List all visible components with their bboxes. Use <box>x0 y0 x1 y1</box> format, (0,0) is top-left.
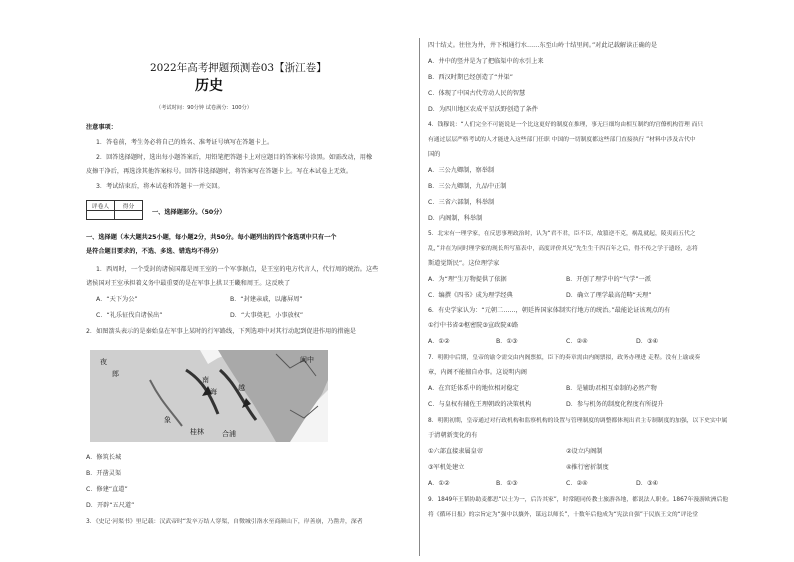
q8-stem-line: 8．明朝初期，皇帝通过对行政机构和监察机构的设置与管理制度的调整都体现出君主专制制度的加强，以下史实中属 <box>428 418 728 424</box>
q3-stem-cont: 四十结丈。往往为井，井下相通行水……东至山岭十结里间。”对此记载解读正确的是 <box>428 42 658 49</box>
q5-option-d[interactable]: D．确立了理学最高范畴“天理” <box>566 292 652 299</box>
q8-item: ④推行密折制度 <box>566 464 609 471</box>
q6-option-b[interactable]: B．①③ <box>496 338 518 345</box>
q2-option-a[interactable]: A．修筑长城 <box>86 454 122 461</box>
q7-option-d[interactable]: D．参与机务的制度化程度有所提升 <box>566 401 664 408</box>
q6-stem: 6．有史学家认为：“元朝二……，朝廷皆国家体制实行地方的统治。”最能论证该观点的有 <box>428 307 671 314</box>
q9-stem-line: 将《循环日报》的宗旨定为“强中以攘外，谋远以师长”，十数年后他成为“宪法自强”于民族王文的“评论堂 <box>428 512 699 518</box>
q5-option-b[interactable]: B．开创了理学中的“气学”一派 <box>566 276 651 283</box>
section-intro-line: 是符合题目要求的，不选、多选、错选均不得分） <box>86 248 223 255</box>
q4-stem-line: 4．钱穆说：“人们完全不可能说是一个比这更好的制度在推理，事无巨细均由相互制约的官僚机构管理 而只 <box>428 122 704 128</box>
q6-option-a[interactable]: A．①② <box>428 338 450 345</box>
q7-option-c[interactable]: C．与皇权有辅佐王理朝政的决策机构 <box>428 401 532 408</box>
q5-stem-line: 斯道觉斯民”。这位理学家 <box>428 260 500 267</box>
q8-option-d[interactable]: D．③④ <box>636 480 659 487</box>
map-label: 海 <box>210 388 217 396</box>
notice-line: 皮擦干净后，再选涂其他答案标号。回答非选择题时，将答案写在答题卡上。写在本试卷上无效。 <box>86 168 353 175</box>
q7-option-a[interactable]: A．在宫廷体系中的地位相对稳定 <box>428 385 519 392</box>
q3-stem-start: 3．《史记·河渠书》里记载：汉武帝时“发卒万结人穿渠，自徵城引洛水至商颜山下，岸善崩，乃凿井，深者 <box>86 519 363 525</box>
q3-option-b[interactable]: B．西汉时期已经创造了“井渠” <box>428 74 513 81</box>
section-intro-line: 一、选择题（本大题共25小题，每小题2分，共50分。每小题列出的四个备选项中只有一个 <box>86 234 337 241</box>
notice-line: 3．考试结束后，将本试卷和答题卡一并交回。 <box>96 183 224 190</box>
q8-option-c[interactable]: C．②④ <box>566 480 588 487</box>
q3-option-a[interactable]: A．井中的竖井是为了把临渠中的水引上来 <box>428 58 544 65</box>
map-label: 越 <box>238 384 245 392</box>
q6-option-c[interactable]: C．②④ <box>566 338 588 345</box>
notice-line: 2．回答选择题时，选出每小题答案后，用铅笔把答题卡上对应题目的答案标号涂黑。如需改动，用橡 <box>96 154 373 161</box>
q6-items: ①行中书省②枢密院③宣政院④路 <box>428 322 519 329</box>
exam-info: （考试时间：90分钟 试卷满分：100分） <box>156 105 252 111</box>
q4-stem-line: 国的 <box>428 151 441 158</box>
map-label: 闽中 <box>300 356 314 364</box>
q1-option-c[interactable]: C．“礼乐征伐自诸侯出” <box>96 312 163 319</box>
q4-stem-line: 有通过层层严格考试的人才能进入这些部门任职 中国的一切制度都这些部门直接执行 ”材料中涉及古代中 <box>428 137 696 143</box>
q4-option-b[interactable]: B．三公九卿制，九品中正制 <box>428 183 507 190</box>
q1-option-a[interactable]: A．“天下为公” <box>96 296 138 303</box>
q9-stem-line: 9．1849年王韬协助麦都思“以士为一，后告其家”，时常随同传教士旅游各地，都说法人职业。1867年漫游欧洲后他 <box>428 497 729 503</box>
q7-stem-line: 章，内阁不能擅自办事。这说明内阁 <box>428 369 527 376</box>
map-label: 南 <box>202 376 209 384</box>
score-table-score: 得分 <box>115 201 143 211</box>
q1-option-d[interactable]: D．“大事奠祀，小事放权” <box>230 312 304 319</box>
part-one-heading: 一、选择题部分。（50分） <box>152 209 226 216</box>
q2-option-c[interactable]: C．修建“直道” <box>86 486 128 493</box>
map-label: 合浦 <box>222 430 236 438</box>
exam-title: 2022年高考押题预测卷03【浙江卷】 <box>150 62 327 74</box>
q1-stem-line: 1．西周时，一个受封的诸侯国都是周王室的一个军事据点，是王室的电方代言人，代行周的统治。这些 <box>96 266 379 273</box>
q5-stem-line: 乱，”并在为同时理学家的现长所写墓表中，高度评价其兄“先生生千四百年之后，得不传之学于遗经，志将 <box>428 246 698 252</box>
map-label: 夜 <box>100 358 107 366</box>
column-divider <box>419 38 420 556</box>
q8-item: ③军机处建立 <box>428 464 465 471</box>
map-label: 桂林 <box>190 428 204 436</box>
map-label: 郎 <box>112 370 119 378</box>
subject-heading: 历史 <box>195 78 223 94</box>
map-label: 象 <box>164 416 171 424</box>
q5-stem-line: 5．北宋有一理学家，在反思事理政治时，认为“君不君，臣不臣，故篡逆不克，祸乱就起，陵夷而五代之 <box>428 231 696 237</box>
score-cell <box>87 211 115 220</box>
score-cell <box>115 211 143 220</box>
q4-option-a[interactable]: A．三公九卿制，察举制 <box>428 167 495 174</box>
q7-option-b[interactable]: B．是辅助君相互牵制的必然产物 <box>566 385 657 392</box>
notice-line: 1．答卷前，考生务必将自己的姓名、准考证号填写在答题卡上。 <box>96 139 274 146</box>
notice-heading: 注意事项： <box>86 124 117 131</box>
q4-option-d[interactable]: D．内阁制，科举制 <box>428 215 483 222</box>
q1-option-b[interactable]: B．“封建亲戚，以藩屏周” <box>230 296 303 303</box>
q3-option-c[interactable]: C．体现了中国古代劳动人民的智慧 <box>428 90 526 97</box>
q8-option-b[interactable]: B．①③ <box>496 480 518 487</box>
score-table <box>86 200 143 220</box>
q6-option-d[interactable]: D．③④ <box>636 338 659 345</box>
q8-option-a[interactable]: A．①② <box>428 480 450 487</box>
q8-item: ②设立内阁制 <box>566 448 603 455</box>
q7-stem-line: 7．明朝中后期，皇帝的谕令需交由内阁票拟，臣下的奏章需由内阁票拟，政务办理进 走程。没有上谕或奏 <box>428 355 701 361</box>
score-table-grader: 评卷人 <box>87 201 115 211</box>
q2-option-d[interactable]: D．开辟“五尺道” <box>86 502 135 509</box>
q2-stem: 2．如图箭头表示的是秦始皇在军事上某时的行军路线，下列选项中对其行动起到促进作用的措施是 <box>86 328 356 335</box>
q8-stem-line: 于清朝新变化的有 <box>428 432 478 439</box>
q4-option-c[interactable]: C．三省六部制，科举制 <box>428 199 495 206</box>
q5-option-c[interactable]: C．编撰《四书》成为理学经典 <box>428 292 513 299</box>
q3-option-d[interactable]: D．为四川地区农成平星沃野创造了条件 <box>428 106 538 113</box>
q5-option-a[interactable]: A．为“理”生万物提供了依据 <box>428 276 507 283</box>
q2-option-b[interactable]: B．开凿灵渠 <box>86 470 122 477</box>
q2-map-figure <box>90 350 328 442</box>
q1-stem-line: 诸侯国对王室承担着义务中最重要的是在军事上拱卫王畿和周王。这反映了 <box>86 280 291 287</box>
q8-item: ①六部直接隶属皇帝 <box>428 448 484 455</box>
